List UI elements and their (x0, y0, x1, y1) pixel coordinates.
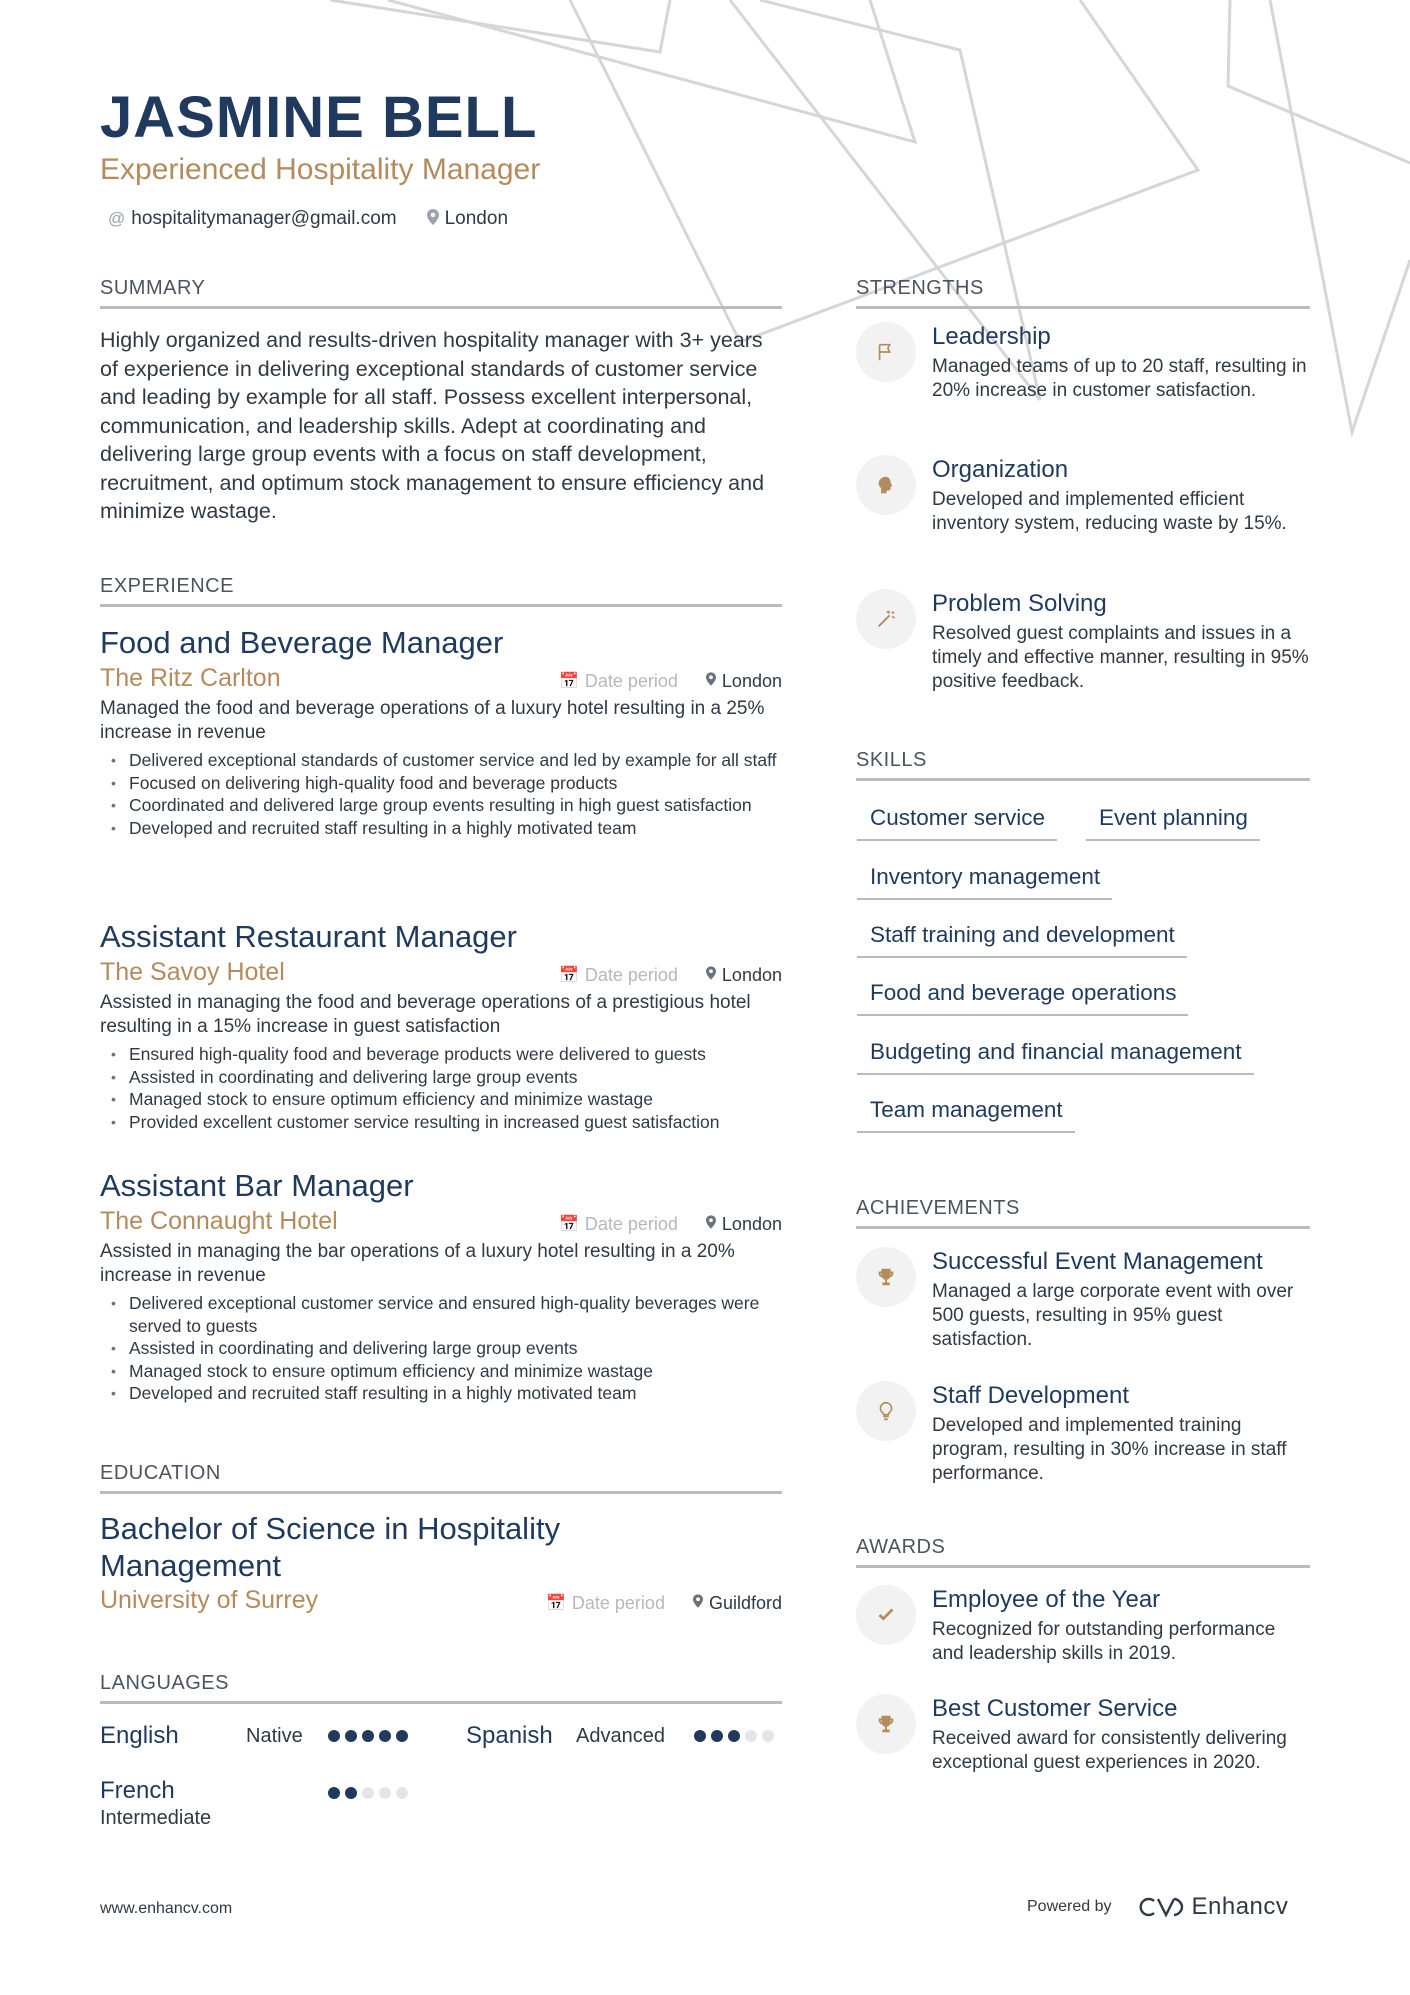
strength-item (856, 455, 1310, 565)
job-bullet: • Managed stock to ensure optimum efficiency and minimize wastage (100, 1088, 782, 1111)
proficiency-dot-filled (362, 1730, 374, 1742)
education-heading: EDUCATION (100, 1462, 782, 1494)
job-description: Assisted in managing the food and beverage operations of a prestigious hotel resulting in a 15% increase in guest satisfaction (100, 992, 751, 1037)
award-text (932, 1585, 1312, 1666)
strength-text (932, 589, 1312, 694)
language-item (100, 1722, 408, 1750)
location-pin-icon (706, 1215, 716, 1234)
skill-tag: Customer service (857, 805, 1057, 841)
location-pin-icon (427, 209, 439, 230)
job-bullet: • Ensured high-quality food and beverage products were delivered to guests (100, 1043, 782, 1066)
language-name: French (100, 1777, 175, 1804)
job-bullets (100, 1043, 782, 1133)
powered-by-text: Powered by (1027, 1898, 1112, 1915)
skill-tag: Food and beverage operations (857, 980, 1188, 1016)
job-title: Food and Beverage Manager (100, 625, 504, 660)
contact-row (108, 208, 508, 230)
job-meta (100, 958, 782, 987)
school-name: University of Surrey (100, 1586, 319, 1614)
website-link[interactable]: www.enhancv.com (100, 1900, 233, 1917)
job-title: Assistant Bar Manager (100, 1168, 414, 1203)
summary-text: Highly organized and results-driven hospitality manager with 3+ years of experience in delivering exceptional standards of customer service and leading by example for all staff. Possess excellent interpersonal, communication, and leadership skills. Adept at coordinating and delivering large group events with a focus on staff development, recruitment, and optimum stock management to ensure efficiency and minimize wastage. (100, 328, 765, 523)
language-name: English (100, 1722, 179, 1749)
proficiency-dot-filled (328, 1730, 340, 1742)
strength-item (856, 322, 1310, 432)
skills-heading: SKILLS (856, 749, 1310, 781)
strength-description: Managed teams of up to 20 staff, resulting in 20% increase in customer satisfaction. (932, 356, 1307, 401)
location-pin-icon (706, 672, 716, 691)
job-meta-right (559, 671, 782, 692)
job-bullet: • Provided excellent customer service resulting in increased guest satisfaction (100, 1111, 782, 1134)
job-description: Managed the food and beverage operations of a luxury hotel resulting in a 25% increase in revenue (100, 698, 765, 743)
strength-title: Problem Solving (932, 590, 1107, 617)
brain-icon (856, 455, 916, 515)
language-proficiency-dots (328, 1787, 408, 1799)
company-name: The Savoy Hotel (100, 958, 285, 986)
job-meta (100, 1207, 782, 1236)
proficiency-dot-empty (362, 1787, 374, 1799)
job-date (559, 1214, 678, 1235)
checkmark-icon (856, 1585, 916, 1645)
proficiency-dot-filled (328, 1787, 340, 1799)
achievement-title: Staff Development (932, 1382, 1130, 1409)
job-date-text: Date period (584, 670, 678, 691)
proficiency-dot-filled (728, 1730, 740, 1742)
job-bullet: • Focused on delivering high-quality food and beverage products (100, 772, 782, 795)
at-icon: @ (108, 209, 126, 228)
company-name: The Connaught Hotel (100, 1207, 338, 1235)
job-date-text: Date period (584, 1213, 678, 1234)
language-level: Intermediate (100, 1807, 212, 1829)
job-date (559, 671, 678, 692)
experience-item (100, 1167, 782, 1405)
calendar-icon: 📅 (545, 1595, 566, 1612)
language-name: Spanish (466, 1722, 553, 1749)
job-bullet: • Delivered exceptional standards of customer service and led by example for all staff (100, 749, 782, 772)
job-location (706, 1214, 782, 1235)
location-pin-icon (706, 966, 716, 985)
company-name: The Ritz Carlton (100, 664, 281, 692)
job-location (706, 965, 782, 986)
award-text (932, 1694, 1312, 1775)
skill-tag: Event planning (1086, 805, 1260, 841)
achievements-heading: ACHIEVEMENTS (856, 1197, 1310, 1229)
education-location (693, 1593, 782, 1614)
strength-description: Developed and implemented efficient inventory system, reducing waste by 15%. (932, 489, 1287, 534)
experience-item (100, 918, 782, 1133)
strength-text (932, 455, 1312, 536)
job-date-text: Date period (584, 964, 678, 985)
proficiency-dot-filled (379, 1730, 391, 1742)
proficiency-dot-filled (396, 1730, 408, 1742)
summary-heading: SUMMARY (100, 277, 782, 309)
achievement-text (932, 1381, 1312, 1486)
language-item (466, 1722, 774, 1750)
education-date-text: Date period (571, 1592, 665, 1613)
proficiency-dot-filled (345, 1730, 357, 1742)
strengths-heading: STRENGTHS (856, 277, 1310, 309)
job-meta-right (559, 1214, 782, 1235)
job-bullet: • Coordinated and delivered large group events resulting in high guest satisfaction (100, 794, 782, 817)
degree-title: Bachelor of Science in Hospitality Management (100, 1511, 561, 1583)
achievement-text (932, 1247, 1312, 1352)
strength-title: Organization (932, 456, 1069, 483)
job-location-text: London (721, 964, 782, 985)
flag-icon (856, 322, 916, 382)
trophy-icon (856, 1694, 916, 1754)
location-pin-icon (693, 1594, 703, 1613)
languages-heading: LANGUAGES (100, 1672, 782, 1704)
language-level: Native (246, 1724, 303, 1747)
skill-tag: Budgeting and financial management (857, 1039, 1254, 1075)
candidate-headline: Experienced Hospitality Manager (100, 153, 541, 186)
proficiency-dot-filled (694, 1730, 706, 1742)
lightbulb-icon (856, 1381, 916, 1441)
achievement-item (856, 1247, 1310, 1357)
education-location-text: Guildford (708, 1592, 782, 1613)
trophy-icon (856, 1247, 916, 1307)
job-bullets (100, 749, 782, 839)
education-item (100, 1510, 782, 1615)
language-level: Advanced (576, 1724, 665, 1747)
calendar-icon: 📅 (558, 673, 579, 690)
footer-brand (1027, 1893, 1288, 1921)
strength-item (856, 589, 1310, 699)
award-description: Received award for consistently delivering exceptional guest experiences in 2020. (932, 1728, 1287, 1773)
award-title: Best Customer Service (932, 1695, 1178, 1722)
achievement-description: Developed and implemented training program, resulting in 30% increase in staff performance. (932, 1415, 1287, 1484)
job-meta (100, 664, 782, 693)
award-description: Recognized for outstanding performance and leadership skills in 2019. (932, 1619, 1276, 1664)
proficiency-dot-filled (345, 1787, 357, 1799)
strength-description: Resolved guest complaints and issues in a timely and effective manner, resulting in 95% positive feedback. (932, 623, 1309, 692)
job-bullet: • Developed and recruited staff resulting in a highly motivated team (100, 817, 782, 840)
skill-tag: Inventory management (857, 864, 1112, 900)
proficiency-dot-empty (762, 1730, 774, 1742)
award-title: Employee of the Year (932, 1586, 1161, 1613)
proficiency-dot-filled (711, 1730, 723, 1742)
proficiency-dot-empty (396, 1787, 408, 1799)
job-location-text: London (721, 1213, 782, 1234)
education-meta-right (546, 1593, 782, 1614)
education-meta (100, 1586, 782, 1615)
achievement-description: Managed a large corporate event with over 500 guests, resulting in 95% guest satisfaction. (932, 1281, 1294, 1350)
strength-text (932, 322, 1312, 403)
email-contact[interactable] (108, 208, 397, 230)
magic-wand-icon (856, 589, 916, 649)
proficiency-dot-empty (745, 1730, 757, 1742)
calendar-icon: 📅 (558, 1216, 579, 1233)
job-bullets (100, 1292, 782, 1405)
calendar-icon: 📅 (558, 967, 579, 984)
language-proficiency-dots (328, 1730, 408, 1742)
job-bullet: • Managed stock to ensure optimum efficiency and minimize wastage (100, 1360, 782, 1383)
job-location (706, 671, 782, 692)
email-text: hospitalitymanager@gmail.com (131, 208, 397, 229)
job-bullet: • Assisted in coordinating and delivering large group events (100, 1337, 782, 1360)
experience-item (100, 624, 782, 839)
award-item (856, 1694, 1310, 1804)
proficiency-dot-empty (379, 1787, 391, 1799)
experience-heading: EXPERIENCE (100, 575, 782, 607)
job-description: Assisted in managing the bar operations of a luxury hotel resulting in a 20% increase in revenue (100, 1241, 735, 1286)
job-bullet: • Developed and recruited staff resulting in a highly motivated team (100, 1382, 782, 1405)
enhancv-logo-icon (1138, 1895, 1184, 1919)
job-meta-right (559, 965, 782, 986)
awards-heading: AWARDS (856, 1536, 1310, 1568)
candidate-name: JASMINE BELL (100, 85, 538, 150)
skill-tag: Team management (857, 1097, 1075, 1133)
language-item (100, 1777, 408, 1830)
job-date (559, 965, 678, 986)
award-item (856, 1585, 1310, 1695)
job-location-text: London (721, 670, 782, 691)
achievement-item (856, 1381, 1310, 1491)
job-bullet: • Delivered exceptional customer service and ensured high-quality beverages were served to guests (100, 1292, 782, 1337)
achievement-title: Successful Event Management (932, 1248, 1263, 1275)
job-title: Assistant Restaurant Manager (100, 919, 517, 954)
brand-name: Enhancv (1191, 1893, 1289, 1920)
language-name-block (100, 1777, 328, 1830)
language-proficiency-dots (694, 1730, 774, 1742)
education-date (546, 1593, 665, 1614)
brand-logo[interactable] (1138, 1893, 1289, 1921)
skill-tag: Staff training and development (857, 922, 1187, 958)
strength-title: Leadership (932, 323, 1051, 350)
job-bullet: • Assisted in coordinating and delivering large group events (100, 1066, 782, 1089)
location-contact (427, 208, 508, 230)
location-text: London (444, 208, 509, 229)
